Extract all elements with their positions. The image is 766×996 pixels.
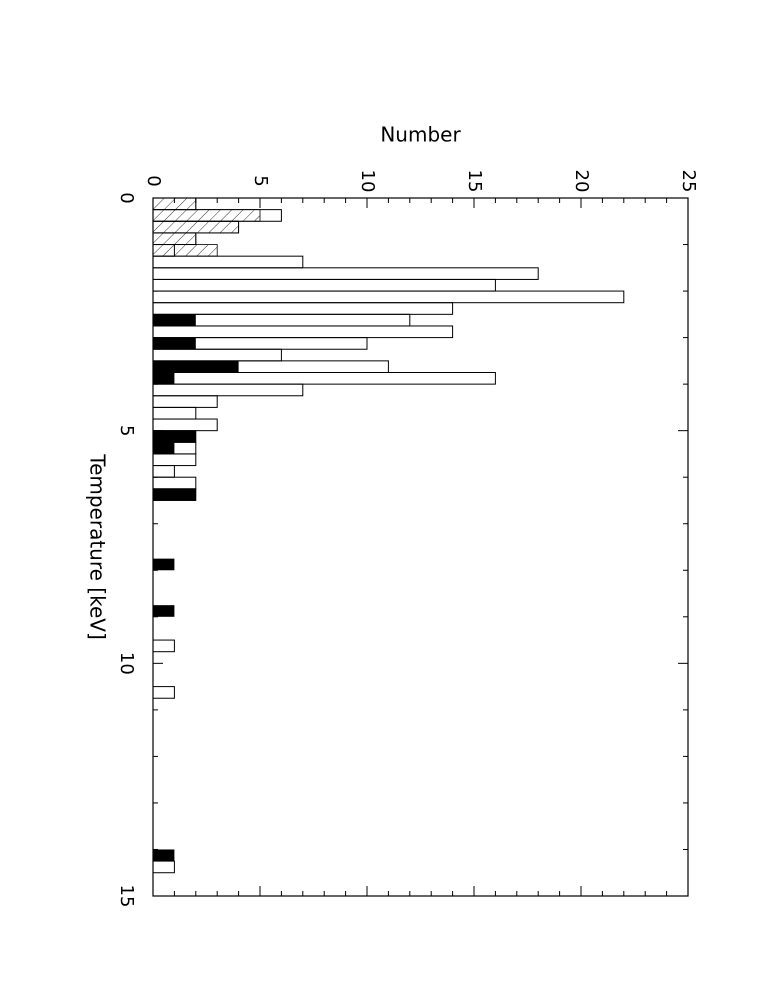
- bar-filled-black-4: [153, 431, 196, 443]
- bar-open-outline-23: [153, 466, 174, 478]
- number-tick-label: 0: [143, 175, 164, 187]
- bar-hatched-2: [153, 221, 239, 233]
- bar-filled-black-6: [153, 489, 196, 501]
- bar-open-outline-17: [153, 396, 217, 408]
- bar-open-outline-27: [153, 640, 174, 652]
- number-tick-label: 10: [357, 169, 378, 193]
- bar-filled-black-2: [153, 361, 239, 373]
- bar-open-outline-16: [153, 384, 303, 396]
- bar-filled-black-7: [153, 559, 174, 571]
- bar-open-outline-22: [153, 454, 196, 466]
- bar-open-outline-8: [153, 291, 624, 303]
- temp-tick-label: 5: [116, 424, 137, 437]
- bar-filled-black-5: [153, 442, 174, 454]
- y-axis-title: Number: [380, 122, 461, 147]
- bar-open-outline-13: [153, 349, 281, 361]
- number-tick-label: 25: [678, 169, 699, 193]
- bar-filled-black-9: [153, 849, 174, 861]
- axis-labels: [116, 170, 699, 908]
- bar-open-outline-6: [153, 268, 538, 280]
- bar-open-outline-19: [153, 419, 217, 431]
- bar-open-outline-24: [153, 477, 196, 489]
- bar-open-outline-31: [153, 861, 174, 873]
- temp-tick-label: 10: [116, 651, 137, 675]
- bar-open-outline-29: [153, 687, 174, 699]
- bar-open-outline-5: [153, 256, 303, 268]
- bar-open-outline-9: [153, 303, 453, 315]
- bar-open-outline-11: [153, 326, 453, 338]
- bar-filled-black-0: [153, 314, 196, 326]
- number-tick-label: 20: [571, 169, 592, 193]
- number-tick-label: 15: [464, 169, 485, 193]
- temp-tick-label: 0: [116, 192, 137, 204]
- temp-tick-label: 15: [116, 884, 137, 908]
- bar-open-outline-15: [153, 373, 495, 385]
- bar-hatched-4: [153, 245, 217, 257]
- x-axis-title: Temperature [keV]: [85, 454, 110, 640]
- bar-hatched-1: [153, 210, 260, 222]
- bar-open-outline-7: [153, 279, 495, 291]
- chart-marks: [153, 198, 624, 873]
- bar-open-outline-18: [153, 407, 196, 419]
- bar-filled-black-1: [153, 338, 196, 350]
- bar-hatched-3: [153, 233, 196, 245]
- number-tick-label: 5: [250, 175, 271, 187]
- bar-filled-black-8: [153, 605, 174, 617]
- bar-filled-black-3: [153, 373, 174, 385]
